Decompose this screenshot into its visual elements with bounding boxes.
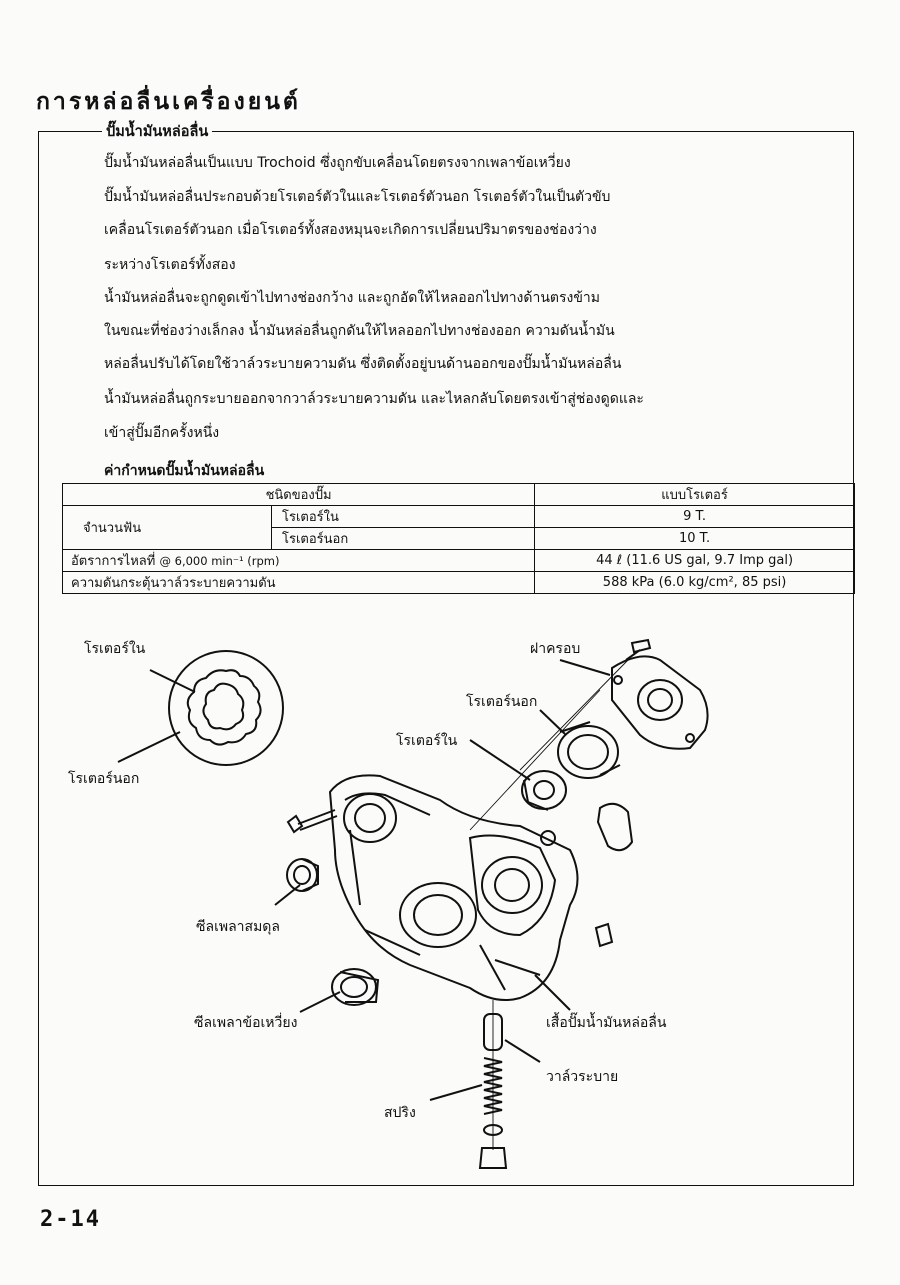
paragraph-line: เข้าสู่ปั๊มอีกครั้งหนึ่ง xyxy=(104,425,220,441)
outer-rotor-illustration xyxy=(558,722,620,778)
bolt-illustration xyxy=(288,810,337,832)
spec-teeth-label: จำนวนฟัน xyxy=(63,506,272,550)
paragraph-line: ในขณะที่ช่องว่างเล็กลง น้ำมันหล่อลื่นถูกดันให้ไหลออกไปทางช่องออก ความดันน้ำมัน xyxy=(104,323,615,339)
leader-line xyxy=(535,975,570,1010)
spec-flow-value: 44 ℓ (11.6 US gal, 9.7 Imp gal) xyxy=(535,550,855,572)
leader-line xyxy=(470,740,530,780)
paragraph-line: น้ำมันหล่อลื่นจะถูกดูดเข้าไปทางช่องกว้าง และถูกอัดให้ไหลออกไปทางด้านตรงข้าม xyxy=(104,290,601,306)
spec-header-right: แบบโรเตอร์ xyxy=(535,484,855,506)
spec-outer-rotor-value: 10 T. xyxy=(535,528,855,550)
paragraph-line: ระหว่างโรเตอร์ทั้งสอง xyxy=(104,257,236,273)
spec-outer-rotor-label: โรเตอร์นอก xyxy=(272,528,535,550)
balancer-seal-illustration xyxy=(287,859,318,891)
paragraph-line: เคลื่อนโรเตอร์ตัวนอก เมื่อโรเตอร์ทั้งสองหมุนจะเกิดการเปลี่ยนปริมาตรของช่องว่าง xyxy=(104,222,597,238)
label-outer-rotor-left: โรเตอร์นอก xyxy=(68,771,140,787)
leader-line xyxy=(118,732,180,762)
page-number: 2-14 xyxy=(40,1207,101,1232)
crank-seal-illustration xyxy=(332,969,378,1005)
inner-rotor-illustration xyxy=(522,771,566,810)
spec-inner-rotor-value: 9 T. xyxy=(535,506,855,528)
leader-line xyxy=(540,710,565,734)
leader-line xyxy=(430,1085,482,1100)
spec-inner-rotor-label: โรเตอร์ใน xyxy=(272,506,535,528)
label-cover: ฝาครอบ xyxy=(530,641,581,657)
paragraph-line: ปั๊มน้ำมันหล่อลื่นประกอบด้วยโรเตอร์ตัวในและโรเตอร์ตัวนอก โรเตอร์ตัวในเป็นตัวขับ xyxy=(104,189,611,205)
dowel-pin-illustration xyxy=(596,924,612,946)
spec-relief-label: ความดันกระตุ้นวาล์วระบายความดัน xyxy=(63,572,535,594)
label-outer-rotor-right: โรเตอร์นอก xyxy=(466,694,538,710)
plug-illustration xyxy=(480,1148,506,1168)
spec-relief-value: 588 kPa (6.0 kg/cm², 85 psi) xyxy=(535,572,855,594)
label-spring: สปริง xyxy=(384,1105,416,1121)
leader-line xyxy=(300,992,340,1012)
spec-flow-condition: @ 6,000 min⁻¹ (rpm) xyxy=(159,554,280,568)
spec-header-left: ชนิดของปั๊ม xyxy=(63,484,535,506)
paragraph-line: หล่อลื่นปรับได้โดยใช้วาล์วระบายความดัน ซึ่งติดตั้งอยู่บนด้านออกของปั๊มน้ำมันหล่อลื่น xyxy=(104,356,622,372)
label-relief-valve: วาล์วระบาย xyxy=(546,1069,619,1085)
rotor-set-illustration xyxy=(169,651,283,765)
label-inner-rotor-left: โรเตอร์ใน xyxy=(84,641,146,657)
leader-line xyxy=(505,1040,540,1062)
label-inner-rotor-right: โรเตอร์ใน xyxy=(396,733,458,749)
leader-line xyxy=(275,885,300,905)
paragraph-line: ปั๊มน้ำมันหล่อลื่นเป็นแบบ Trochoid ซึ่งถูกขับเคลื่อนโดยตรงจากเพลาข้อเหวี่ยง xyxy=(104,155,571,171)
o-ring-illustration xyxy=(598,804,632,850)
paragraph-line: น้ำมันหล่อลื่นถูกระบายออกจากวาล์วระบายความดัน และไหลกลับโดยตรงเข้าสู่ช่องดูดและ xyxy=(104,391,644,407)
spec-title: ค่ากำหนดปั๊มน้ำมันหล่อลื่น xyxy=(104,463,265,479)
label-balancer-seal: ซีลเพลาสมดุล xyxy=(196,919,280,935)
section-title: ปั๊มน้ำมันหล่อลื่น xyxy=(102,120,212,143)
page-title: การหล่อลื่นเครื่องยนต์ xyxy=(36,89,301,115)
label-crank-seal: ซีลเพลาข้อเหวี่ยง xyxy=(194,1015,298,1031)
pump-cover-illustration xyxy=(612,656,708,748)
leader-line xyxy=(560,660,610,675)
spec-flow-label: อัตราการไหลที่ xyxy=(71,554,156,569)
label-pump-housing: เสื้อปั๊มน้ำมันหล่อลื่น xyxy=(546,1015,667,1031)
